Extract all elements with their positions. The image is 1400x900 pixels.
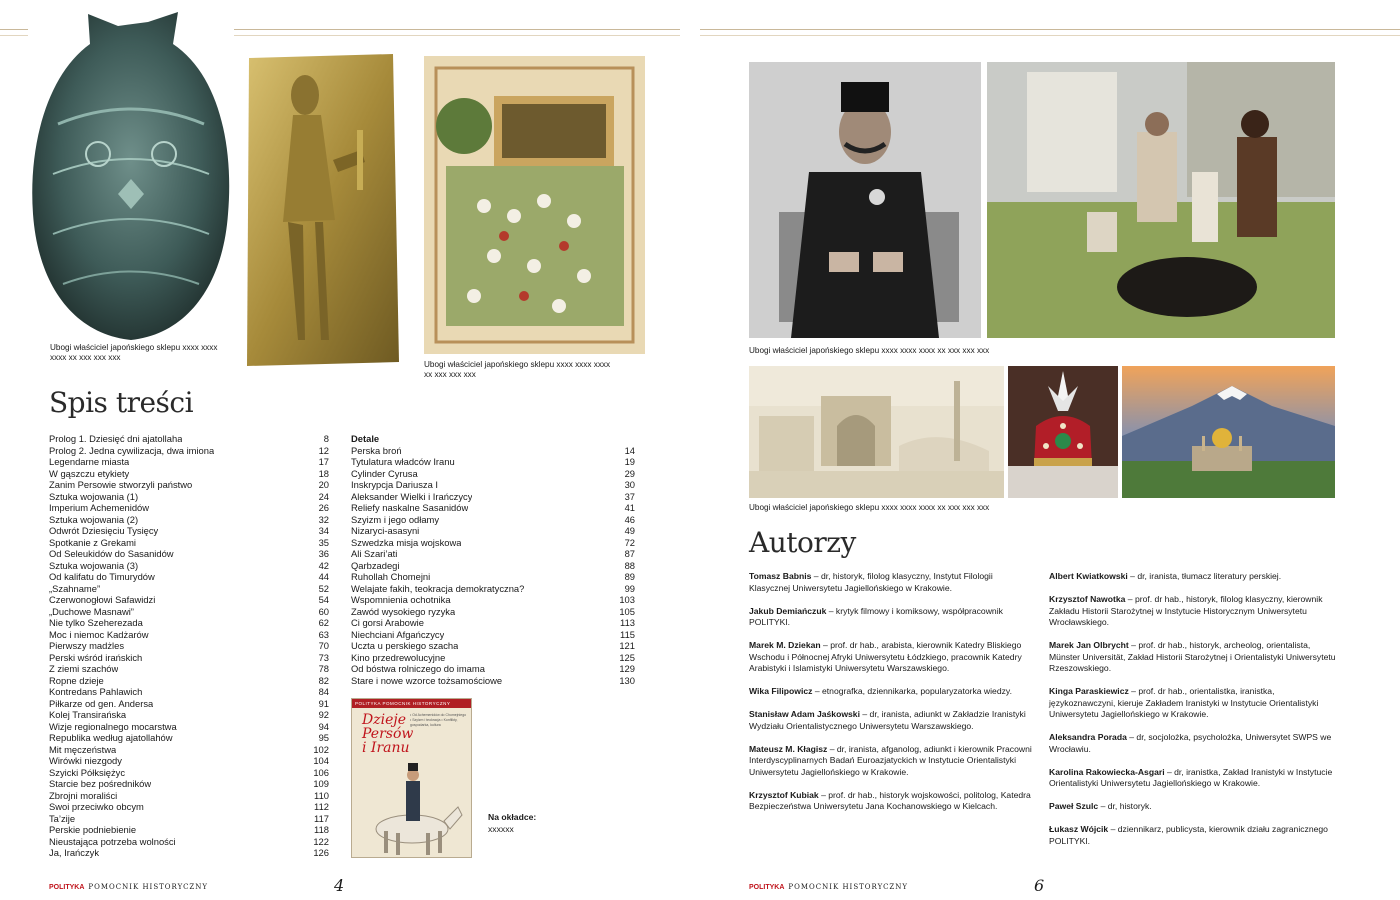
toc-entry-title: Nieustająca potrzeba wolności xyxy=(49,835,176,847)
toc-entry xyxy=(351,629,635,641)
toc-entry-page: 63 xyxy=(318,628,329,640)
toc-entry-page: 72 xyxy=(624,536,635,548)
author-bio: – etnografka, dziennikarka, popularyzatorka wiedzy. xyxy=(812,686,1012,696)
toc-entry-page: 115 xyxy=(620,628,635,640)
toc-entry-page: 106 xyxy=(313,766,329,778)
toc-entry xyxy=(49,663,329,675)
toc-entry-title: Sztuka wojowania (2) xyxy=(49,513,139,525)
toc-entry xyxy=(49,836,329,848)
toc-entry-title: Piłkarze od gen. Andersa xyxy=(49,697,154,709)
toc-entry-page: 34 xyxy=(318,525,329,536)
toc-entry-title: Prolog 1. Dziesięć dni ajatollaha xyxy=(49,433,183,444)
toc-entry-page: 102 xyxy=(313,743,329,755)
toc-entry-title: „Szahname” xyxy=(49,582,101,594)
author-bio: – prof. dr hab., historyk wojskowości, politolog, Katedra Bezpieczeństwa Uniwersytetu Jana Kochanowskiego w Kielcach. xyxy=(749,789,1031,811)
toc-entry-page: 30 xyxy=(624,479,635,490)
toc-entry xyxy=(351,663,635,675)
author-bio: – dr, socjolożka, psycholożka, Uniwersytet SWPS we Wrocławiu. xyxy=(1049,732,1332,754)
author-name: Marek Jan Olbrycht xyxy=(1049,640,1129,650)
toc-entry-page: 99 xyxy=(624,582,635,594)
toc-entry-page: 104 xyxy=(313,755,329,766)
toc-entry-title: Republika według ajatollahów xyxy=(49,732,173,743)
toc-entry xyxy=(351,479,635,491)
toc-entry-page: 117 xyxy=(314,812,329,824)
toc-entry-page: 20 xyxy=(318,479,329,490)
toc-entry-title: Ropne dzieje xyxy=(49,674,104,686)
toc-entry-title: Z ziemi szachów xyxy=(49,663,119,674)
mount-damavand-image xyxy=(1122,366,1335,498)
toc-entry-page: 122 xyxy=(313,835,329,847)
toc-entry-page: 91 xyxy=(318,697,329,709)
toc-entry xyxy=(351,445,635,457)
toc-entry-title: Moc i niemoc Kadżarów xyxy=(49,628,149,640)
toc-entry-title: Kino przedrewolucyjne xyxy=(351,651,446,663)
toc-entry-title: Tytulatura władców Iranu xyxy=(351,456,455,467)
toc-entry xyxy=(49,790,329,802)
toc-entry xyxy=(351,617,635,629)
toc-entry xyxy=(49,525,329,537)
toc-entry xyxy=(49,744,329,756)
toc-entry-page: 70 xyxy=(318,640,329,651)
toc-entry-page: 60 xyxy=(318,605,329,617)
toc-entry-page: 14 xyxy=(624,444,635,456)
toc-entry-page: 8 xyxy=(323,433,329,444)
author-entry xyxy=(749,571,1034,594)
author-name: Kinga Paraskiewicz xyxy=(1049,686,1129,696)
toc-entry-page: 109 xyxy=(313,778,329,789)
persian-miniature-image xyxy=(424,56,645,354)
toc-entry-page: 52 xyxy=(318,582,329,594)
toc-entry-page: 118 xyxy=(314,824,329,835)
author-bio: – prof. dr hab., historyk, filolog klasyczny, kierownik Zakładu Historii Starożytnej w Instytucie Historycznym Uniwersytetu Wrocławskiego. xyxy=(1049,594,1323,627)
toc-entry xyxy=(49,629,329,641)
toc-entry-title: Welajate fakih, teokracja demokratyczna? xyxy=(351,582,525,594)
author-entry xyxy=(749,606,1034,629)
miniature-caption: Ubogi właściciel japońskiego sklepu xxxx xxxx xxxx xx xxx xxx xxx xyxy=(424,360,611,379)
toc-entry xyxy=(49,606,329,618)
royal-family-photo xyxy=(987,62,1335,338)
author-bio: – dr, iranista, adiunkt w Zakładzie Iranistyki Wydziału Orientalistycznego Uniwersytetu Warszawskiego. xyxy=(749,709,1026,731)
toc-entry xyxy=(351,514,635,526)
toc-entry-title: Mit męczeństwa xyxy=(49,743,117,755)
toc-entry-title: Szyizm i jego odłamy xyxy=(351,513,440,525)
toc-entry xyxy=(49,640,329,652)
author-name: Paweł Szulc xyxy=(1049,801,1099,811)
toc-entry-title: Od bóstwa rolniczego do imama xyxy=(351,663,485,674)
toc-entry-page: 92 xyxy=(318,709,329,720)
toc-entry xyxy=(351,456,635,468)
photos-bottom-caption: Ubogi właściciel japońskiego sklepu xxxx xxxx xxxx xx xxx xxx xxx xyxy=(749,503,990,512)
cover-title xyxy=(362,713,413,755)
toc-entry-page: 42 xyxy=(318,559,329,571)
toc-entry xyxy=(49,433,329,445)
toc-entry-title: Wspomnienia ochotnika xyxy=(351,594,451,605)
toc-entry-title: Nie tylko Szeherezada xyxy=(49,617,143,628)
toc-entry xyxy=(49,617,329,629)
author-entry xyxy=(1049,571,1336,583)
author-name: Aleksandra Porada xyxy=(1049,732,1127,742)
toc-entry-title: Pierwszy madżles xyxy=(49,640,125,651)
toc-entry-page: 62 xyxy=(318,617,329,628)
author-bio: – prof. dr hab., arabista, kierownik Katedry Bliskiego Wschodu i Północnej Afryki Uniwersytetu Łódzkiego, pracownik Katedry Arabistyki i Islamistyki Uniwersytetu Warszawskiego. xyxy=(749,640,1022,673)
toc-entry-title: Imperium Achemenidów xyxy=(49,502,150,513)
page-number-right: 6 xyxy=(1034,876,1045,895)
toc-entry-page: 129 xyxy=(619,663,635,674)
toc-column-main xyxy=(49,433,329,859)
toc-entry-page: 130 xyxy=(619,674,635,686)
toc-entry-page: 36 xyxy=(318,548,329,559)
toc-entry-title: Szyicki Półksiężyc xyxy=(49,766,126,778)
author-bio: – dr, iranista, tłumacz literatury perskiej. xyxy=(1127,571,1282,581)
toc-entry xyxy=(49,491,329,503)
author-bio: – krytyk filmowy i komiksowy, współpracownik POLITYKI. xyxy=(749,605,1003,627)
toc-entry-title: Ja, Irańczyk xyxy=(49,847,100,858)
toc-entry xyxy=(49,813,329,825)
toc-entry-page: 125 xyxy=(619,651,635,663)
toc-entry-page: 26 xyxy=(318,502,329,513)
cover-title-line1: Dzieje xyxy=(362,712,406,728)
toc-entry-title: Wirówki niezgody xyxy=(49,755,122,766)
toc-entry-title: Qarbzadegi xyxy=(351,559,400,571)
toc-entry-page: 37 xyxy=(624,490,635,502)
toc-entry xyxy=(49,698,329,710)
author-name: Tomasz Babnis xyxy=(749,571,812,581)
toc-entry xyxy=(351,583,635,595)
toc-entry xyxy=(49,778,329,790)
toc-entry xyxy=(351,606,635,618)
toc-entry-title: Perski wśród irańskich xyxy=(49,651,143,663)
toc-entry-title: Starcie bez pośredników xyxy=(49,778,152,789)
magazine-cover-image xyxy=(351,698,472,858)
on-cover-label: Na okładce: xyxy=(488,812,537,822)
author-name: Stanisław Adam Jaśkowski xyxy=(749,709,860,719)
author-name: Wika Filipowicz xyxy=(749,686,813,696)
toc-entry-title: Niechciani Afgańczycy xyxy=(351,628,445,640)
author-name: Mateusz M. Kłagisz xyxy=(749,743,828,754)
author-name: Jakub Demiańczuk xyxy=(749,605,827,616)
footer-brand-left xyxy=(49,883,208,891)
toc-entry xyxy=(49,456,329,468)
toc-entry xyxy=(351,640,635,652)
toc-entry-title: Od Seleukidów do Sasanidów xyxy=(49,548,174,559)
author-bio: – prof. dr hab., historyk, archeolog, orientalista, Münster Universität, Zakład Historii Starożytnej i Orientalistyki Uniwersytetu Rzeszowskiego. xyxy=(1049,640,1336,673)
footer-brand-red: POLITYKA xyxy=(749,884,785,891)
toc-entry-title: Kolej Transirańska xyxy=(49,709,127,720)
author-name: Krzysztof Nawotka xyxy=(1049,594,1126,604)
author-name: Łukasz Wójcik xyxy=(1049,824,1109,834)
toc-entry-title: Czerwonogłowi Safawidzi xyxy=(49,594,156,605)
author-name: Albert Kwiatkowski xyxy=(1049,571,1128,581)
toc-entry-page: 18 xyxy=(318,467,329,479)
authors-heading: Autorzy xyxy=(749,526,856,559)
toc-entry-title: Ali Szari’ati xyxy=(351,548,398,559)
toc-entry-page: 78 xyxy=(318,663,329,674)
toc-entry-title: Zanim Persowie stworzyli państwo xyxy=(49,479,193,490)
toc-entry-title: W gąszczu etykiety xyxy=(49,467,130,479)
toc-entry-title: Stare i nowe wzorce tożsamościowe xyxy=(351,674,503,686)
toc-entry-title: Ci gorsi Arabowie xyxy=(351,617,424,628)
gold-relief-image xyxy=(243,50,403,370)
top-rule-right-thin xyxy=(700,35,1400,36)
toc-entry xyxy=(49,594,329,606)
toc-entry xyxy=(351,537,635,549)
author-entry xyxy=(749,640,1034,675)
toc-entry-title: Reliefy naskalne Sasanidów xyxy=(351,502,469,513)
author-bio: – dr, iranista, afganolog, adiunkt i kierownik Pracowni Interdyscyplinarnych Badań Euroazjatyckich w Instytucie Orientalistyki Uniwersytetu Jagiellońskiego w Krakowie. xyxy=(749,743,1032,777)
authors-column-1 xyxy=(749,571,1034,824)
toc-details-heading: Detale xyxy=(351,433,380,444)
author-name: Karolina Rakowiecka-Asgari xyxy=(1049,766,1165,777)
toc-entry-page: 41 xyxy=(624,502,635,513)
toc-entry-page: 82 xyxy=(318,674,329,686)
toc-entry-page: 105 xyxy=(619,605,635,617)
on-cover-note xyxy=(488,812,536,835)
toc-entry xyxy=(49,824,329,836)
toc-entry xyxy=(351,468,635,480)
cover-horseman-illustration xyxy=(352,759,471,857)
toc-entry xyxy=(351,548,635,560)
toc-entry-title: Kontredans Pahlawich xyxy=(49,686,143,697)
author-entry xyxy=(1049,824,1336,847)
toc-column-details xyxy=(351,433,635,686)
toc-entry-page: 32 xyxy=(318,513,329,525)
toc-entry xyxy=(351,560,635,572)
toc-entry-page: 112 xyxy=(314,801,329,812)
toc-entry-page: 24 xyxy=(318,490,329,502)
photos-top-caption: Ubogi właściciel japońskiego sklepu xxxx xxxx xxxx xx xxx xxx xxx xyxy=(749,346,990,355)
toc-entry xyxy=(49,560,329,572)
toc-entry xyxy=(49,709,329,721)
toc-entry xyxy=(49,801,329,813)
cover-top-bar: POLITYKA POMOCNIK HISTORYCZNY xyxy=(352,699,471,708)
toc-entry-page: 73 xyxy=(318,651,329,663)
toc-entry-page: 103 xyxy=(619,594,635,605)
author-entry xyxy=(1049,767,1336,790)
toc-entry xyxy=(49,468,329,480)
jeweled-crown-image xyxy=(1008,366,1118,498)
footer-brand-red: POLITYKA xyxy=(49,884,85,891)
toc-entry-page: 89 xyxy=(624,571,635,582)
toc-entry-page: 110 xyxy=(314,789,329,801)
toc-entry-page: 17 xyxy=(318,456,329,467)
toc-entry xyxy=(351,502,635,514)
toc-entry xyxy=(49,548,329,560)
toc-entry-title: Sztuka wojowania (1) xyxy=(49,490,139,502)
toc-entry xyxy=(351,571,635,583)
author-entry xyxy=(1049,686,1336,721)
toc-entry-title: Cylinder Cyrusa xyxy=(351,467,418,479)
top-rule-right xyxy=(700,29,1400,30)
author-name: Krzysztof Kubiak xyxy=(749,789,819,800)
author-bio: – dr, iranistka, Zakład Iranistyki w Instytucie Orientalistyki Uniwersytetu Jagiellońskiego w Krakowie. xyxy=(1049,766,1333,788)
toc-entry xyxy=(49,721,329,733)
cover-bullets: • Od Achemenidów do Chomejniego • Szyizm i teokracja • Konflikty, gospodarka, kultura xyxy=(410,713,467,727)
toc-entry xyxy=(49,675,329,687)
toc-entry xyxy=(351,525,635,537)
toc-entry-title: Zawód wysokiego ryzyka xyxy=(351,605,456,617)
page-number-left: 4 xyxy=(334,876,345,895)
toc-entry xyxy=(49,571,329,583)
toc-entry xyxy=(351,491,635,503)
mosque-engraving-image xyxy=(749,366,1004,498)
toc-entry-title: „Duchowe Masnawi” xyxy=(49,605,134,617)
toc-entry-page: 19 xyxy=(624,456,635,467)
toc-entry-page: 113 xyxy=(620,617,635,628)
toc-entry-title: Prolog 2. Jedna cywilizacja, dwa imiona xyxy=(49,444,215,456)
toc-entry-page: 94 xyxy=(318,720,329,732)
author-bio: – dziennikarz, publicysta, kierownik działu zagranicznego POLITYKI. xyxy=(1049,824,1328,846)
toc-entry xyxy=(49,502,329,514)
toc-entry-page: 87 xyxy=(624,548,635,559)
toc-entry-title: Uczta u perskiego szacha xyxy=(351,640,459,651)
toc-entry xyxy=(49,847,329,859)
toc-entry xyxy=(49,479,329,491)
toc-entry xyxy=(49,514,329,526)
toc-entry-page: 49 xyxy=(624,525,635,536)
qajar-shah-photo xyxy=(749,62,981,338)
toc-entry-title: Odwrót Dziesięciu Tysięcy xyxy=(49,525,159,536)
author-entry xyxy=(749,709,1034,732)
toc-entry xyxy=(49,767,329,779)
toc-entry-title: Od kalifatu do Timurydów xyxy=(49,571,155,582)
toc-entry-title: Perskie podniebienie xyxy=(49,824,137,835)
toc-entry-title: Swoi przeciwko obcym xyxy=(49,801,144,812)
cover-title-line3: i Iranu xyxy=(362,740,410,756)
toc-entry xyxy=(49,732,329,744)
footer-brand-right xyxy=(749,883,908,891)
toc-heading: Spis treści xyxy=(49,386,194,419)
toc-entry-title: Ta’zije xyxy=(49,812,76,824)
author-entry xyxy=(749,790,1034,813)
toc-entry xyxy=(49,755,329,767)
toc-entry-page: 126 xyxy=(313,847,329,858)
on-cover-text: xxxxxx xyxy=(488,823,514,834)
toc-entry-page: 29 xyxy=(624,467,635,479)
toc-entry-page: 84 xyxy=(318,686,329,697)
ancient-vase-image xyxy=(28,4,234,342)
author-entry xyxy=(749,744,1034,779)
author-bio: – prof. dr hab., orientalistka, iranistka, językoznawczyni, kieruje Zakładem Iranistyki w Instytucie Orientalistyki Uniwersytetu Jagiellońskiego w Krakowie. xyxy=(1049,686,1319,719)
toc-entry-title: Spotkanie z Grekami xyxy=(49,536,137,548)
footer-brand-text: POMOCNIK HISTORYCZNY xyxy=(788,883,909,891)
toc-entry xyxy=(49,445,329,457)
cover-title-line2: Persów xyxy=(362,726,414,742)
toc-entry-title: Nizaryci-asasyni xyxy=(351,525,420,536)
footer-brand-text: POMOCNIK HISTORYCZNY xyxy=(88,883,209,891)
toc-entry-page: 12 xyxy=(318,444,329,456)
author-bio: – dr, historyk. xyxy=(1098,801,1152,811)
toc-entry-title: Ruhollah Chomejni xyxy=(351,571,431,582)
toc-entry-title: Wizje regionalnego mocarstwa xyxy=(49,720,177,732)
toc-entry-title: Szwedzka misja wojskowa xyxy=(351,536,462,548)
toc-entry-title: Perska broń xyxy=(351,444,402,456)
toc-entry xyxy=(49,652,329,664)
toc-entry-title: Zbrojni moraliści xyxy=(49,789,118,801)
toc-entry-page: 46 xyxy=(624,513,635,525)
authors-column-2 xyxy=(1049,571,1336,859)
toc-entry-title: Aleksander Wielki i Irańczycy xyxy=(351,490,473,502)
toc-entry-page: 95 xyxy=(318,732,329,743)
toc-entry-page: 121 xyxy=(619,640,635,651)
toc-entry xyxy=(49,583,329,595)
author-name: Marek M. Dziekan xyxy=(749,640,821,650)
toc-entry-page: 88 xyxy=(624,559,635,571)
toc-entry-page: 35 xyxy=(318,536,329,548)
author-entry xyxy=(1049,732,1336,755)
toc-entry xyxy=(351,652,635,664)
author-entry xyxy=(749,686,1034,698)
toc-entry-title: Sztuka wojowania (3) xyxy=(49,559,139,571)
toc-entry xyxy=(351,675,635,687)
author-entry xyxy=(1049,801,1336,813)
toc-entry xyxy=(49,686,329,698)
vase-caption: Ubogi właściciel japońskiego sklepu xxxx xxxx xxxx xx xxx xxx xxx xyxy=(50,343,218,362)
toc-entry xyxy=(351,594,635,606)
toc-entry-title: Inskrypcja Dariusza I xyxy=(351,479,439,490)
toc-entry xyxy=(49,537,329,549)
toc-entry-page: 44 xyxy=(318,571,329,582)
author-entry xyxy=(1049,640,1336,675)
toc-entry-page: 54 xyxy=(318,594,329,605)
author-entry xyxy=(1049,594,1336,629)
author-bio: – dr, historyk, filolog klasyczny, Instytut Filologii Klasycznej Uniwersytetu Jagiellońskiego w Krakowie. xyxy=(749,571,993,593)
toc-entry-title: Legendarne miasta xyxy=(49,456,130,467)
